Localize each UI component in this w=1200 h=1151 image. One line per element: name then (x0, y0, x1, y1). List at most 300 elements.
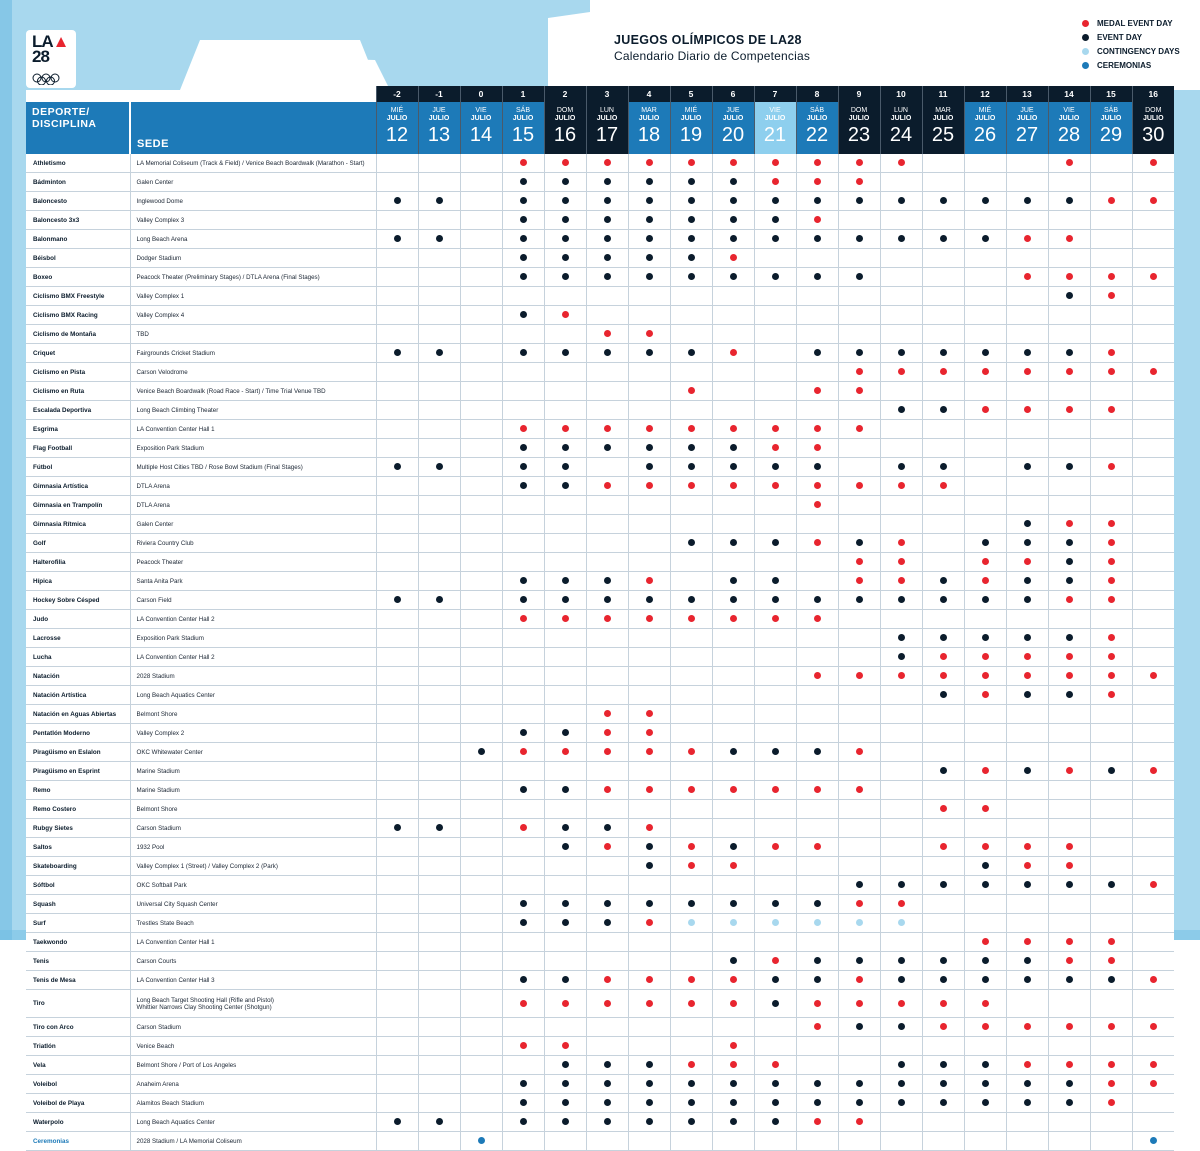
medal-event-dot-icon (1108, 520, 1115, 527)
sport-name: Golf (26, 534, 130, 553)
venue-name: Venice Beach Boardwalk (Road Race - Start) / Time Trial Venue TBD (130, 382, 376, 401)
schedule-cell (796, 667, 838, 686)
medal-event-dot-icon (646, 1000, 653, 1007)
schedule-cell (586, 914, 628, 933)
contingency-day-dot-icon (898, 919, 905, 926)
schedule-cell (1048, 553, 1090, 572)
schedule-cell (670, 1056, 712, 1075)
event-day-dot-icon (856, 349, 863, 356)
schedule-cell (628, 800, 670, 819)
schedule-cell (754, 192, 796, 211)
event-day-dot-icon (604, 1061, 611, 1068)
event-day-dot-icon (562, 1080, 569, 1087)
schedule-cell (1006, 382, 1048, 401)
schedule-cell (754, 496, 796, 515)
day-number: -1 (418, 86, 460, 102)
schedule-cell (628, 268, 670, 287)
sport-name: Tenis de Mesa (26, 971, 130, 990)
schedule-cell (544, 325, 586, 344)
medal-event-dot-icon (856, 748, 863, 755)
schedule-cell (460, 325, 502, 344)
schedule-cell (754, 933, 796, 952)
schedule-cell (670, 895, 712, 914)
schedule-cell (670, 325, 712, 344)
schedule-cell (880, 287, 922, 306)
schedule-cell (460, 838, 502, 857)
event-day-dot-icon (1066, 1080, 1073, 1087)
event-day-dot-icon (520, 596, 527, 603)
schedule-cell (376, 876, 418, 895)
schedule-cell (418, 800, 460, 819)
event-day-dot-icon (730, 539, 737, 546)
medal-event-dot-icon (604, 710, 611, 717)
schedule-cell (880, 819, 922, 838)
sport-name: Vela (26, 1056, 130, 1075)
schedule-cell (670, 230, 712, 249)
schedule-cell (418, 306, 460, 325)
venue-name: LA Convention Center Hall 3 (130, 971, 376, 990)
schedule-cell (1048, 458, 1090, 477)
schedule-cell (1048, 724, 1090, 743)
date-header (376, 102, 418, 154)
schedule-cell (1006, 439, 1048, 458)
schedule-cell (418, 686, 460, 705)
schedule-cell (586, 990, 628, 1018)
schedule-cell (502, 306, 544, 325)
schedule-cell (1132, 971, 1174, 990)
medal-event-dot-icon (1108, 938, 1115, 945)
event-day-dot-icon (814, 349, 821, 356)
schedule-cell (922, 724, 964, 743)
schedule-cell (1048, 344, 1090, 363)
day-number: 1 (502, 86, 544, 102)
schedule-cell (712, 781, 754, 800)
event-day-dot-icon (562, 273, 569, 280)
schedule-cell (754, 173, 796, 192)
schedule-cell (1048, 211, 1090, 230)
day-of-month: 28 (1057, 124, 1081, 146)
schedule-cell (838, 743, 880, 762)
event-day-dot-icon (772, 976, 779, 983)
table-row (26, 914, 1174, 933)
schedule-cell (754, 990, 796, 1018)
date-header (880, 102, 922, 154)
schedule-cell (418, 591, 460, 610)
event-day-dot-icon (940, 596, 947, 603)
venue-name: Exposition Park Stadium (130, 439, 376, 458)
venue-name: Fairgrounds Cricket Stadium (130, 344, 376, 363)
schedule-cell (964, 572, 1006, 591)
ceremony-dot-icon (1150, 1137, 1157, 1144)
schedule-cell (922, 1132, 964, 1151)
table-row (26, 287, 1174, 306)
schedule-cell (586, 705, 628, 724)
medal-event-dot-icon (856, 368, 863, 375)
schedule-cell (544, 477, 586, 496)
event-day-dot-icon (1066, 349, 1073, 356)
schedule-cell (460, 363, 502, 382)
schedule-cell (376, 990, 418, 1018)
schedule-cell (838, 1075, 880, 1094)
schedule-cell (502, 1132, 544, 1151)
schedule-cell (712, 306, 754, 325)
schedule-cell (1006, 933, 1048, 952)
event-day-dot-icon (646, 178, 653, 185)
schedule-cell (1132, 705, 1174, 724)
event-day-dot-icon (394, 197, 401, 204)
schedule-cell (1006, 1037, 1048, 1056)
schedule-cell (922, 1075, 964, 1094)
event-day-dot-icon (856, 596, 863, 603)
schedule-cell (670, 990, 712, 1018)
date-header (1090, 102, 1132, 154)
schedule-cell (712, 990, 754, 1018)
venue-name: Long Beach Climbing Theater (130, 401, 376, 420)
schedule-cell (964, 591, 1006, 610)
schedule-cell (1048, 287, 1090, 306)
schedule-cell (502, 287, 544, 306)
medal-event-dot-icon (604, 425, 611, 432)
event-day-dot-icon (1066, 691, 1073, 698)
event-day-dot-icon (856, 1099, 863, 1106)
event-day-dot-icon (730, 444, 737, 451)
table-row (26, 268, 1174, 287)
venue-name: Belmont Shore / Port of Los Angeles (130, 1056, 376, 1075)
event-day-dot-icon (604, 216, 611, 223)
event-day-dot-icon (814, 273, 821, 280)
event-day-dot-icon (646, 216, 653, 223)
schedule-cell (628, 420, 670, 439)
schedule-cell (460, 382, 502, 401)
table-row (26, 154, 1174, 173)
event-day-dot-icon (688, 539, 695, 546)
schedule-cell (1132, 686, 1174, 705)
event-day-dot-icon (1024, 1080, 1031, 1087)
schedule-cell (502, 458, 544, 477)
schedule-cell (964, 230, 1006, 249)
schedule-cell (964, 1056, 1006, 1075)
schedule-cell (964, 496, 1006, 515)
medal-event-dot-icon (562, 425, 569, 432)
schedule-cell (628, 1094, 670, 1113)
day-of-month: 25 (931, 124, 955, 146)
medal-event-dot-icon (520, 1042, 527, 1049)
schedule-cell (376, 819, 418, 838)
schedule-cell (880, 173, 922, 192)
event-day-dot-icon (982, 235, 989, 242)
schedule-cell (754, 629, 796, 648)
medal-event-dot-icon (1066, 273, 1073, 280)
table-row (26, 743, 1174, 762)
schedule-cell (922, 800, 964, 819)
schedule-cell (460, 534, 502, 553)
event-day-dot-icon (730, 197, 737, 204)
table-row (26, 439, 1174, 458)
schedule-cell (418, 705, 460, 724)
schedule-cell (1132, 1132, 1174, 1151)
schedule-cell (1048, 363, 1090, 382)
schedule-cell (628, 1018, 670, 1037)
schedule-cell (376, 534, 418, 553)
table-row (26, 325, 1174, 344)
schedule-cell (922, 249, 964, 268)
medal-event-dot-icon (982, 767, 989, 774)
schedule-cell (502, 496, 544, 515)
medal-event-dot-icon (520, 615, 527, 622)
sport-name: Voleibol de Playa (26, 1094, 130, 1113)
event-day-dot-icon (562, 824, 569, 831)
venue-name: Carson Velodrome (130, 363, 376, 382)
sport-name: Piragüismo en Eslalon (26, 743, 130, 762)
event-day-dot-icon (856, 1080, 863, 1087)
schedule-cell (1090, 762, 1132, 781)
event-day-dot-icon (562, 1118, 569, 1125)
day-number: 11 (922, 86, 964, 102)
schedule-cell (1090, 648, 1132, 667)
schedule-cell (838, 287, 880, 306)
schedule-cell (1048, 534, 1090, 553)
schedule-cell (964, 895, 1006, 914)
weekday: VIE (769, 107, 781, 114)
schedule-cell (502, 990, 544, 1018)
schedule-cell (376, 952, 418, 971)
event-day-dot-icon (520, 235, 527, 242)
schedule-cell (1048, 781, 1090, 800)
medal-event-dot-icon (856, 1000, 863, 1007)
day-of-month: 16 (553, 124, 577, 146)
schedule-cell (460, 724, 502, 743)
venue-name: Venice Beach (130, 1037, 376, 1056)
schedule-cell (1006, 477, 1048, 496)
medal-event-dot-icon (1108, 957, 1115, 964)
event-day-dot-icon (436, 197, 443, 204)
sport-name: Triatlón (26, 1037, 130, 1056)
event-day-dot-icon (772, 1080, 779, 1087)
schedule-cell (1006, 154, 1048, 173)
schedule-cell (628, 648, 670, 667)
schedule-cell (628, 192, 670, 211)
schedule-cell (376, 648, 418, 667)
event-day-dot-icon (1024, 349, 1031, 356)
schedule-cell (712, 724, 754, 743)
schedule-cell (502, 1018, 544, 1037)
schedule-cell (544, 192, 586, 211)
medal-event-dot-icon (646, 824, 653, 831)
schedule-cell (376, 211, 418, 230)
schedule-cell (712, 249, 754, 268)
schedule-cell (1090, 610, 1132, 629)
la28-logo: LA▲ 28 (26, 30, 76, 88)
venue-name: DTLA Arena (130, 496, 376, 515)
schedule-cell (460, 686, 502, 705)
schedule-cell (754, 705, 796, 724)
sport-name: Tiro con Arco (26, 1018, 130, 1037)
document-title-block (614, 33, 810, 63)
schedule-cell (754, 952, 796, 971)
medal-event-dot-icon (940, 672, 947, 679)
event-day-dot-icon (436, 463, 443, 470)
schedule-cell (628, 610, 670, 629)
schedule-cell (796, 325, 838, 344)
schedule-cell (754, 344, 796, 363)
event-day-dot-icon (604, 1080, 611, 1087)
schedule-cell (1132, 743, 1174, 762)
schedule-cell (754, 382, 796, 401)
schedule-cell (502, 724, 544, 743)
event-day-dot-icon (688, 444, 695, 451)
medal-event-dot-icon (856, 425, 863, 432)
event-day-dot-icon (898, 881, 905, 888)
date-header (964, 102, 1006, 154)
schedule-cell (754, 420, 796, 439)
schedule-cell (544, 876, 586, 895)
event-day-dot-icon (772, 1000, 779, 1007)
event-day-dot-icon (562, 444, 569, 451)
schedule-cell (628, 1056, 670, 1075)
medal-event-dot-icon (982, 1000, 989, 1007)
schedule-cell (670, 876, 712, 895)
schedule-cell (1090, 1037, 1132, 1056)
schedule-cell (1006, 895, 1048, 914)
medal-event-dot-icon (772, 957, 779, 964)
sport-name: Taekwondo (26, 933, 130, 952)
schedule-cell (880, 439, 922, 458)
date-header (922, 102, 964, 154)
schedule-cell (544, 230, 586, 249)
medal-event-dot-icon (730, 254, 737, 261)
month: JULIO (890, 115, 912, 122)
schedule-cell (586, 553, 628, 572)
medal-event-dot-icon (1066, 957, 1073, 964)
schedule-cell (964, 686, 1006, 705)
schedule-cell (922, 971, 964, 990)
schedule-cell (712, 648, 754, 667)
schedule-cell (670, 306, 712, 325)
event-day-dot-icon (940, 197, 947, 204)
schedule-cell (670, 572, 712, 591)
schedule-cell (460, 553, 502, 572)
medal-event-dot-icon (982, 843, 989, 850)
sport-name: Ciclismo en Pista (26, 363, 130, 382)
schedule-cell (754, 914, 796, 933)
schedule-cell (1090, 1094, 1132, 1113)
medal-event-dot-icon (772, 843, 779, 850)
schedule-cell (1048, 819, 1090, 838)
schedule-cell (1090, 857, 1132, 876)
event-day-dot-icon (562, 235, 569, 242)
event-day-dot-icon (730, 178, 737, 185)
medal-event-dot-icon (814, 672, 821, 679)
schedule-cell (1048, 667, 1090, 686)
date-header (586, 102, 628, 154)
date-header (628, 102, 670, 154)
medal-event-dot-icon (1150, 672, 1157, 679)
venue-name: OKC Softball Park (130, 876, 376, 895)
schedule-cell (1006, 990, 1048, 1018)
schedule-cell (1090, 325, 1132, 344)
event-day-dot-icon (898, 349, 905, 356)
event-day-dot-icon (940, 976, 947, 983)
medal-event-dot-icon (520, 824, 527, 831)
event-day-dot-icon (646, 596, 653, 603)
schedule-cell (460, 591, 502, 610)
schedule-cell (922, 705, 964, 724)
schedule-cell (544, 724, 586, 743)
schedule-cell (880, 230, 922, 249)
medal-event-dot-icon (814, 178, 821, 185)
schedule-cell (796, 173, 838, 192)
table-row (26, 249, 1174, 268)
day-number: 16 (1132, 86, 1174, 102)
sport-name: Lacrosse (26, 629, 130, 648)
schedule-cell (502, 781, 544, 800)
schedule-cell (376, 743, 418, 762)
schedule-cell (712, 1018, 754, 1037)
schedule-cell (1048, 610, 1090, 629)
sport-name: Athletismo (26, 154, 130, 173)
schedule-cell (964, 420, 1006, 439)
schedule-cell (628, 1037, 670, 1056)
day-of-month: 19 (679, 124, 703, 146)
schedule-cell (460, 477, 502, 496)
table-row (26, 1094, 1174, 1113)
schedule-cell (544, 515, 586, 534)
event-day-dot-icon (772, 1099, 779, 1106)
schedule-cell (460, 268, 502, 287)
schedule-cell (1132, 192, 1174, 211)
schedule-cell (838, 477, 880, 496)
event-day-dot-icon (982, 1099, 989, 1106)
venue-name: 1932 Pool (130, 838, 376, 857)
schedule-cell (1132, 287, 1174, 306)
schedule-cell (1090, 306, 1132, 325)
schedule-cell (628, 173, 670, 192)
schedule-cell (628, 895, 670, 914)
contingency-day-dot-icon (688, 919, 695, 926)
month: JULIO (1142, 115, 1164, 122)
schedule-cell (1006, 914, 1048, 933)
schedule-cell (1090, 572, 1132, 591)
schedule-cell (964, 553, 1006, 572)
date-header (1132, 102, 1174, 154)
schedule-cell (796, 990, 838, 1018)
schedule-cell (796, 306, 838, 325)
schedule-cell (586, 1075, 628, 1094)
schedule-cell (1006, 800, 1048, 819)
schedule-cell (418, 477, 460, 496)
schedule-cell (922, 553, 964, 572)
schedule-cell (544, 933, 586, 952)
month: JULIO (848, 115, 870, 122)
sport-name: Squash (26, 895, 130, 914)
schedule-cell (1090, 819, 1132, 838)
event-day-dot-icon (982, 862, 989, 869)
medal-event-dot-icon (1108, 558, 1115, 565)
schedule-cell (964, 1075, 1006, 1094)
medal-event-dot-icon (562, 1000, 569, 1007)
schedule-cell (754, 857, 796, 876)
schedule-cell (922, 952, 964, 971)
medal-event-dot-icon (1108, 273, 1115, 280)
schedule-cell (922, 895, 964, 914)
weekday: MIÉ (978, 107, 992, 114)
schedule-cell (1090, 268, 1132, 287)
schedule-cell (1090, 363, 1132, 382)
medal-event-dot-icon (646, 729, 653, 736)
schedule-cell (376, 268, 418, 287)
event-day-dot-icon (562, 843, 569, 850)
schedule-cell (712, 496, 754, 515)
